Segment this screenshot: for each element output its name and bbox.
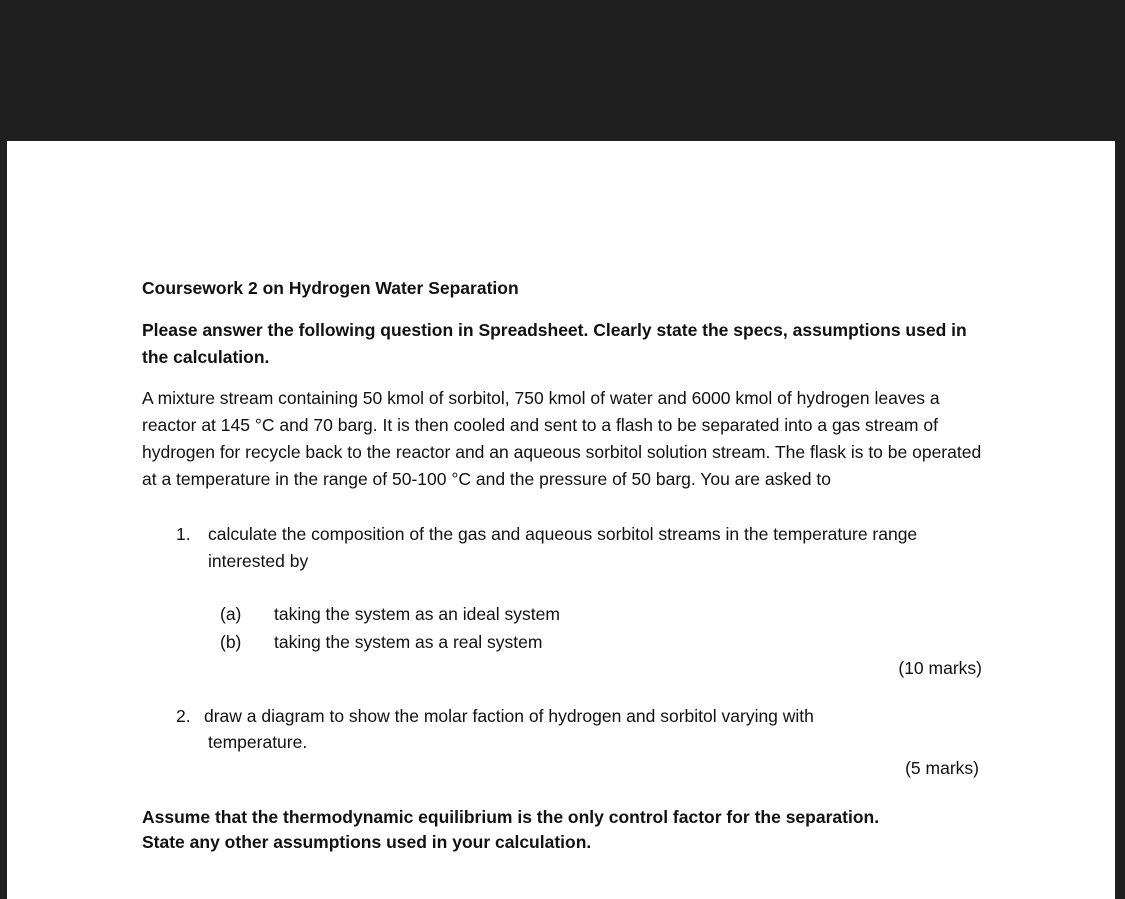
question-1-number: 1.	[176, 524, 191, 544]
subitem-b-label: (b)	[220, 632, 242, 652]
instruction-paragraph: Please answer the following question in Spreadsheet. Clearly state the specs, assumptions used in the calculation.	[142, 320, 967, 367]
assumption-instruction: State any other assumptions used in your calculation.	[142, 832, 592, 852]
document-page	[7, 141, 1115, 899]
question-1-text: calculate the composition of the gas and aqueous sorbitol streams in the temperature range interested by	[208, 524, 918, 571]
assumption-statement: Assume that the thermodynamic equilibrium is the only control factor for the separation.	[142, 807, 880, 827]
question-2-text: draw a diagram to show the molar faction of hydrogen and sorbitol varying with	[204, 706, 814, 726]
intro-paragraph: A mixture stream containing 50 kmol of sorbitol, 750 kmol of water and 6000 kmol of hydrogen leaves a reactor at 145 °C and 70 barg. It is then cooled and sent to a flash to be separated into a gas stream of hydrogen for recycle back to the reactor and an aqueous sorbitol solution stream. The flask is to be operated at a temperature in the range of 50-100 °C and the pressure of 50 barg. You are asked to	[142, 388, 982, 489]
document-title: Coursework 2 on Hydrogen Water Separation	[142, 278, 519, 298]
subitem-a-text: taking the system as an ideal system	[274, 604, 560, 624]
question-2-number: 2.	[176, 706, 191, 726]
subitem-a-label: (a)	[220, 604, 242, 624]
question-2-text-continued: temperature.	[208, 732, 308, 752]
question-1-marks: (10 marks)	[898, 658, 982, 678]
question-2-marks: (5 marks)	[905, 758, 979, 778]
subitem-b-text: taking the system as a real system	[274, 632, 543, 652]
